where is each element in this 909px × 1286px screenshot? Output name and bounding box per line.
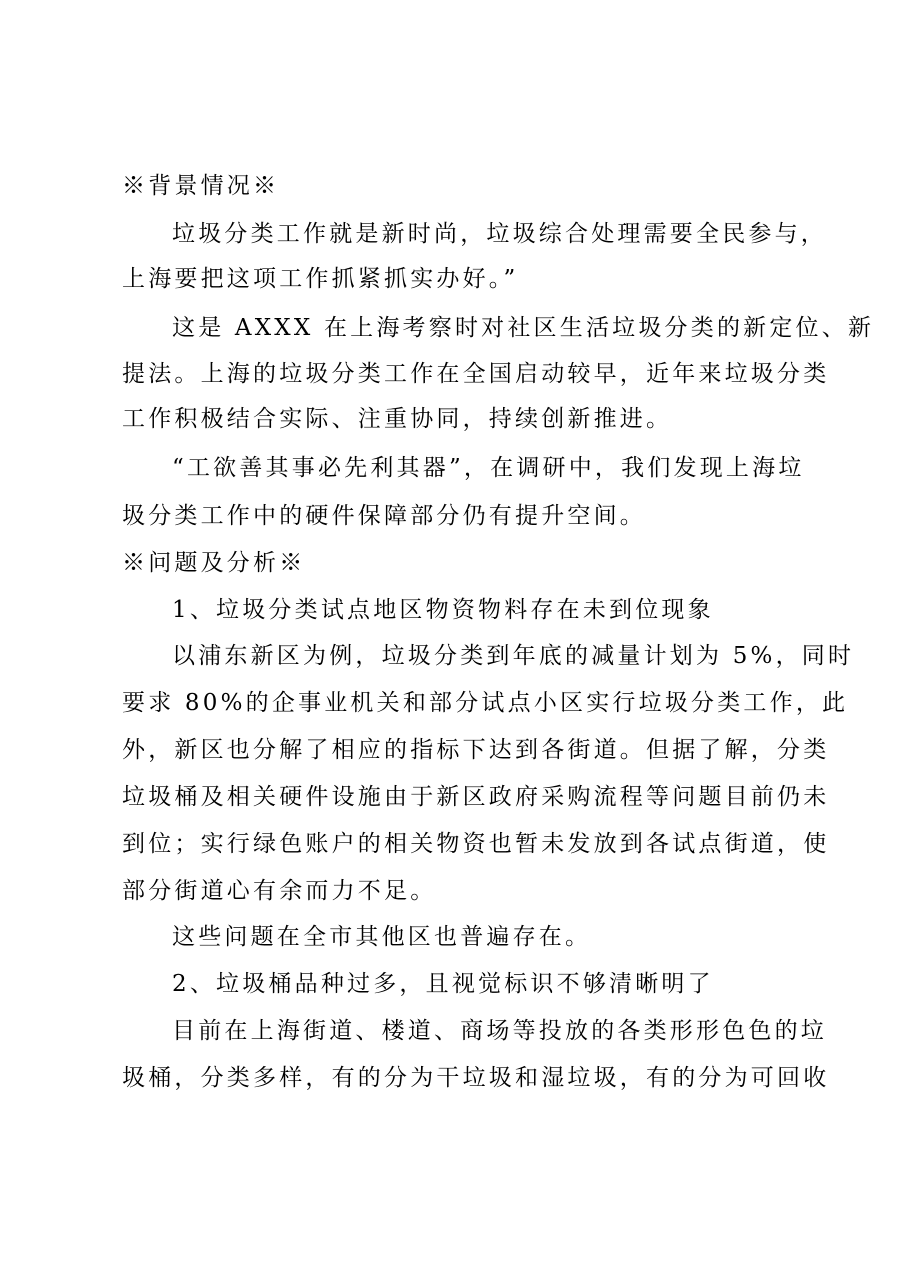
paragraph-line: 目前在上海街道、楼道、商场等投放的各类形形色色的垃 <box>172 1018 827 1044</box>
paragraph-line: 要求 80%的企事业机关和部分试点小区实行垃圾分类工作，此 <box>122 690 849 716</box>
paragraph-line: 工作积极结合实际、注重协同，持续创新推进。 <box>122 406 673 432</box>
paragraph-line: 这些问题在全市其他区也普遍存在。 <box>172 924 592 950</box>
section-heading-analysis: ※问题及分析※ <box>122 550 306 576</box>
paragraph-line: 这是 AXXX 在上海考察时对社区生活垃圾分类的新定位、新 <box>172 315 875 341</box>
paragraph-line: “工欲善其事必先利其器”，在调研中，我们发现上海垃 <box>172 455 805 481</box>
paragraph-line: 圾分类工作中的硬件保障部分仍有提升空间。 <box>122 503 646 529</box>
section-heading-background: ※背景情况※ <box>122 173 280 199</box>
paragraph-line: 外，新区也分解了相应的指标下达到各街道。但据了解，分类 <box>122 737 830 763</box>
subheading: 2、垃圾桶品种过多，且视觉标识不够清晰明了 <box>172 971 714 997</box>
paragraph-line: 圾桶，分类多样，有的分为干垃圾和湿垃圾，有的分为可回收 <box>122 1065 830 1091</box>
subheading: 1、垃圾分类试点地区物资物料存在未到位现象 <box>172 597 714 623</box>
paragraph-line: 到位；实行绿色账户的相关物资也暂未发放到各试点街道，使 <box>122 831 830 857</box>
paragraph-line: 垃圾桶及相关硬件设施由于新区政府采购流程等问题目前仍未 <box>122 784 830 810</box>
paragraph-line: 以浦东新区为例，垃圾分类到年底的减量计划为 5%，同时 <box>172 643 855 669</box>
paragraph-line: 提法。上海的垃圾分类工作在全国启动较早，近年来垃圾分类 <box>122 361 830 387</box>
paragraph-line: 上海要把这项工作抓紧抓实办好。” <box>122 266 519 292</box>
paragraph-line: 部分街道心有余而力不足。 <box>122 878 437 904</box>
paragraph-line: 垃圾分类工作就是新时尚，垃圾综合处理需要全民参与， <box>172 221 827 247</box>
